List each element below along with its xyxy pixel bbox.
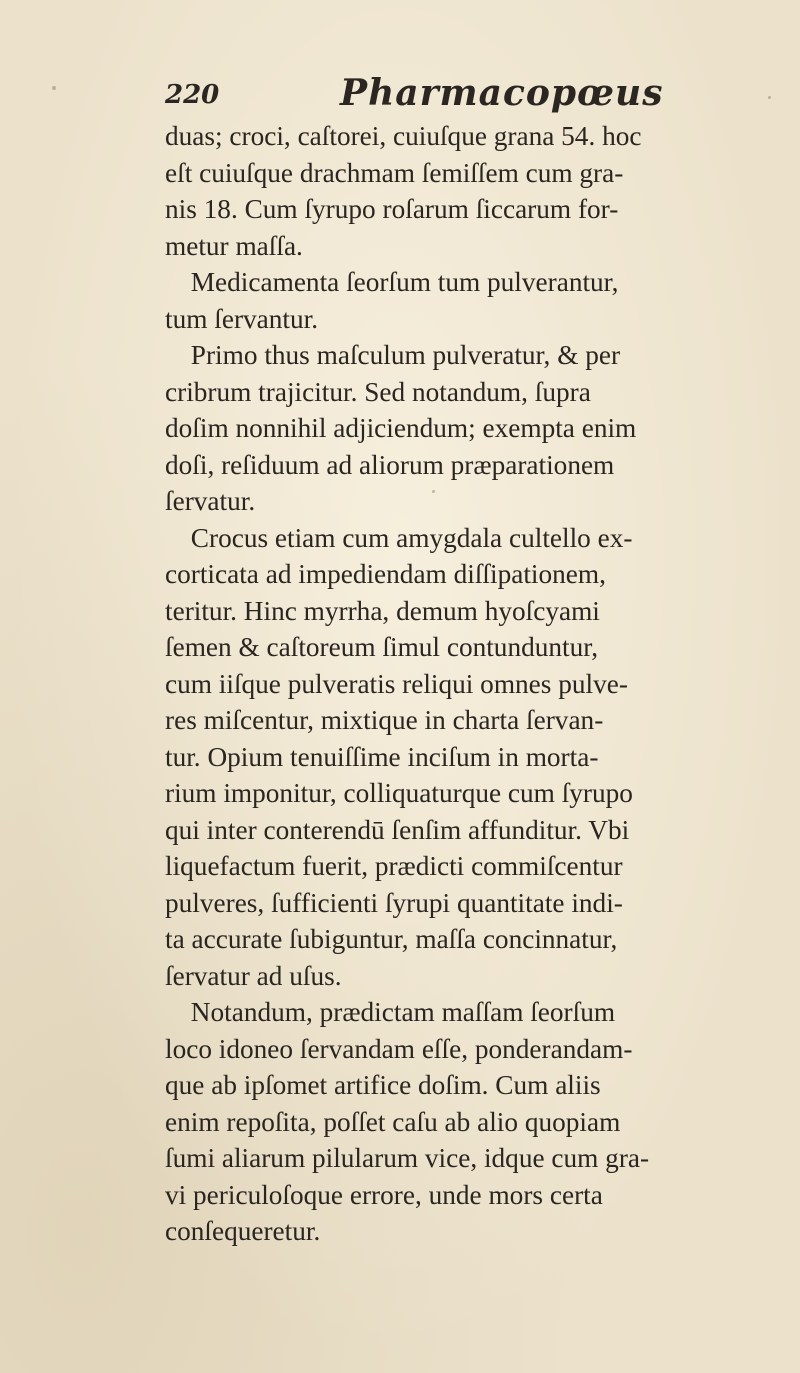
text-line: res miſcentur, mixtique in charta ſervan- (165, 704, 604, 735)
text-line: Notandum, prædictam maſſam ſeorſum (190, 996, 616, 1027)
paper-speck (768, 96, 771, 99)
text-line: qui inter conterendū ſenſim affunditur. Vbi (165, 813, 630, 845)
text-line: vi periculoſoque errore, unde mors certa (165, 1178, 603, 1210)
text-line: corticata ad impediendam diſſipationem, (165, 558, 606, 589)
text-line: Crocus etiam cum amygdala cultello ex- (190, 521, 633, 553)
text-line: loco idoneo ſervandam eſſe, ponderandam- (165, 1032, 633, 1064)
paper-speck (52, 86, 56, 90)
text-line: ſumi aliarum pilularum vice, idque cum gra- (165, 1142, 650, 1173)
text-line: pulveres, ſufficienti ſyrupi quantitate indi- (165, 886, 623, 918)
page-number: 220 (165, 80, 220, 110)
text-line: rium imponitur, colliquaturque cum ſyrupo (165, 777, 633, 808)
text-line: enim repoſita, poſſet caſu ab alio quopiam (165, 1105, 621, 1137)
text-line: ſervatur ad uſus. (165, 959, 342, 991)
text-line: metur maſſa. (165, 229, 303, 261)
running-head (165, 72, 785, 122)
text-line: doſi, reſiduum ad aliorum præparationem (165, 448, 615, 480)
text-line: cum iiſque pulveratis reliqui omnes pulve- (165, 667, 628, 699)
text-line: teritur. Hinc myrrha, demum hyoſcyami (165, 594, 600, 626)
text-line: ta accurate ſubiguntur, maſſa concinnatur, (165, 923, 618, 954)
text-line: ſervatur. (165, 485, 256, 516)
text-line: cribrum trajicitur. Sed notandum, ſupra (165, 375, 591, 407)
paper-speck (432, 490, 435, 493)
body-text (165, 118, 795, 1250)
text-line: nis 18. Cum ſyrupo roſarum ſiccarum for- (165, 193, 619, 224)
text-line: tur. Opium tenuiſſime inciſum in morta- (165, 740, 599, 772)
text-line: doſim nonnihil adjiciendum; exempta enim (165, 412, 637, 443)
text-line: eſt cuiuſque drachmam ſemiſſem cum gra- (165, 156, 624, 188)
text-line: duas; croci, caſtorei, cuiuſque grana 54. hoc (165, 120, 642, 151)
text-line: conſequeretur. (165, 1215, 321, 1246)
text-line: Medicamenta ſeorſum tum pulverantur, (190, 266, 619, 297)
text-line: liquefactum fuerit, prædicti commiſcentur (165, 850, 623, 881)
text-line: que ab ipſomet artifice doſim. Cum aliis (165, 1069, 601, 1100)
text-line: Primo thus maſculum pulveratur, & per (190, 339, 621, 370)
text-line: tum ſervantur. (165, 302, 319, 334)
text-line: ſemen & caſtoreum ſimul contunduntur, (165, 631, 599, 662)
running-title: Pharmacopœus (340, 72, 664, 114)
